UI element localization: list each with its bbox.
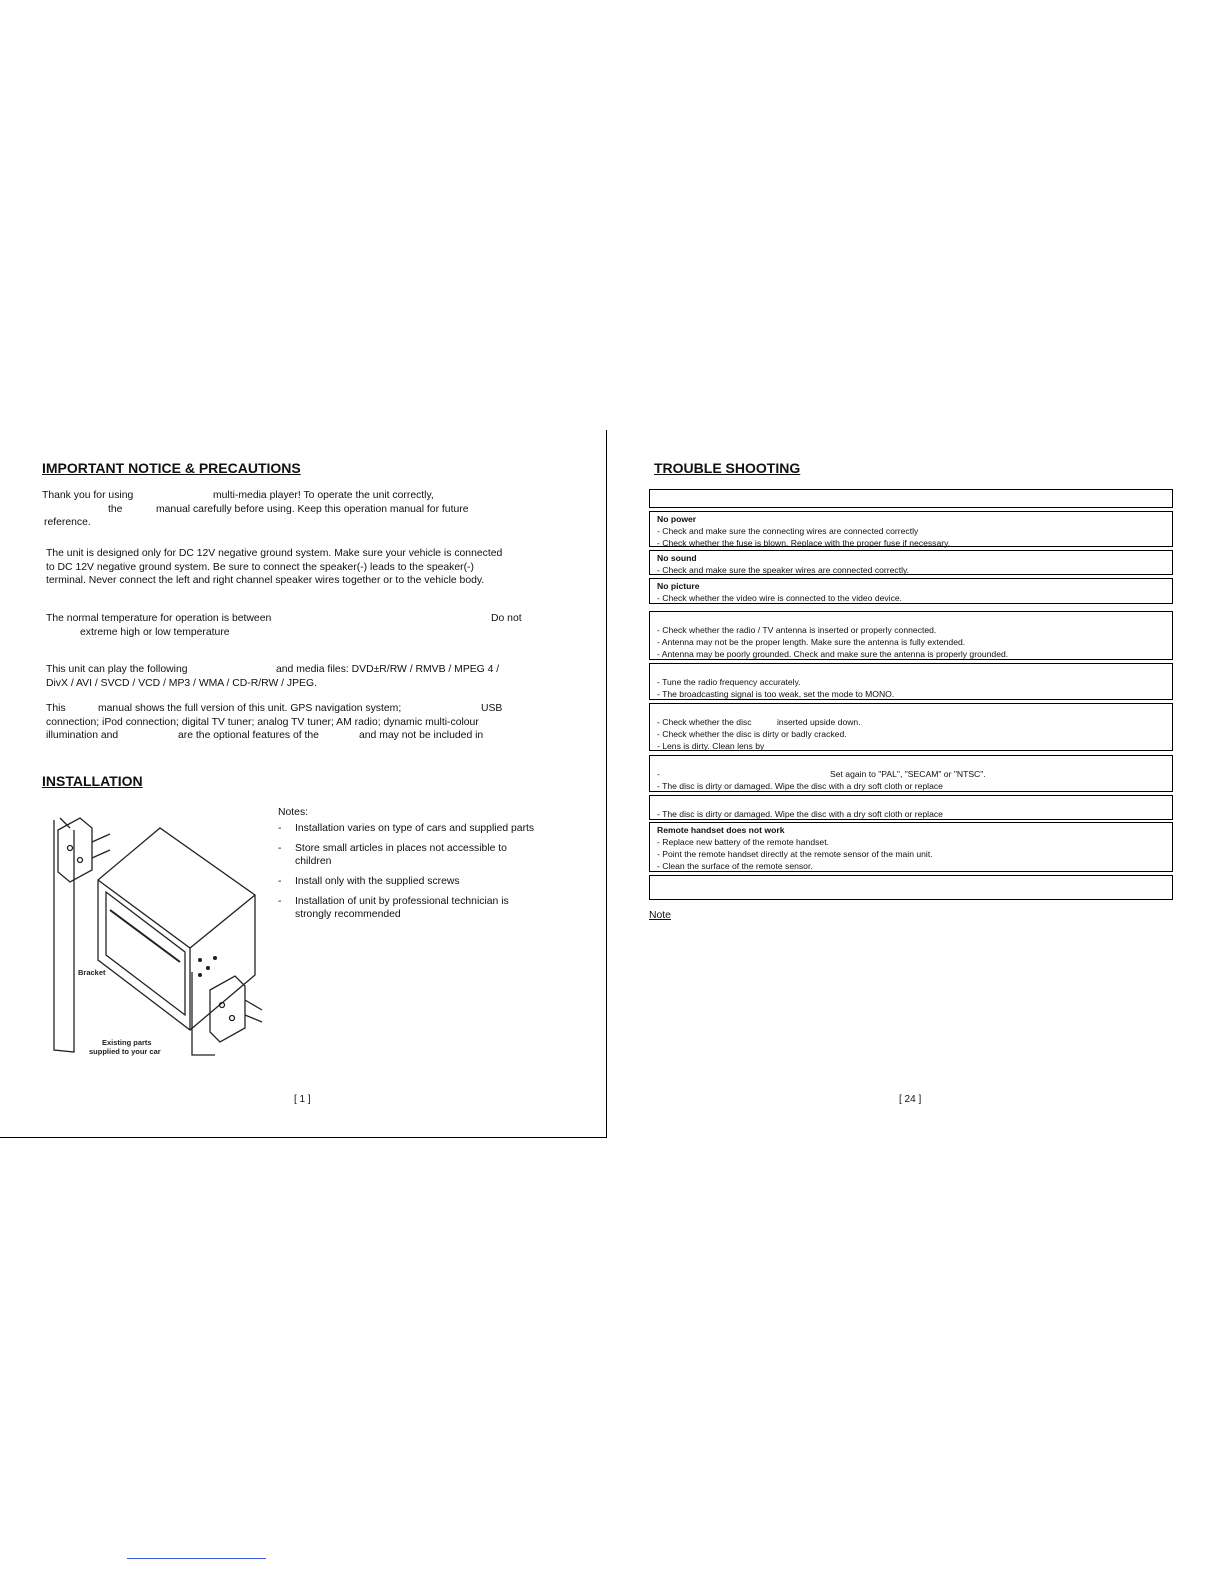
media-paragraph <box>46 663 546 690</box>
intro-line2a: the <box>108 503 123 515</box>
installation-diagram <box>40 800 265 1062</box>
troubleshooting-heading: TROUBLE SHOOTING <box>654 460 801 476</box>
intro-line3: reference. <box>44 517 91 529</box>
left-screws <box>92 834 110 858</box>
features-line1c: USB <box>481 703 503 714</box>
trouble-title: Remote handset does not work <box>657 825 785 835</box>
temperature-line1b: Do not <box>491 613 522 624</box>
existing-parts-label: Existing parts <box>102 1038 152 1047</box>
power-line: terminal. Never connect the left and right channel speaker wires together or to the vehicle body. <box>46 575 485 587</box>
right-screws <box>245 1000 262 1022</box>
features-line3a: illumination and <box>46 730 119 742</box>
existing-parts-label-2: supplied to your car <box>89 1047 161 1056</box>
temperature-line1a: The normal temperature for operation is between <box>46 613 272 624</box>
intro-line2b: manual carefully before using. Keep this operation manual for future <box>156 503 469 515</box>
trouble-title: No sound <box>657 553 697 563</box>
trouble-box-no-sound: No sound - Check and make sure the speaker wires are connected correctly. <box>649 550 1173 575</box>
media-line1b: and media files: DVD±R/RW / RMVB / MPEG 4 / <box>276 664 500 675</box>
power-line: The unit is designed only for DC 12V negative ground system. Make sure your vehicle is connected <box>46 548 503 559</box>
notice-heading: IMPORTANT NOTICE & PRECAUTIONS <box>42 460 301 476</box>
intro-paragraph <box>42 489 542 530</box>
left-frame-rail <box>54 820 74 1052</box>
footnote-rule <box>127 1558 266 1559</box>
page-divider-bottom <box>0 1137 607 1138</box>
features-paragraph <box>46 702 546 743</box>
trouble-box-system: - Set again to "PAL", "SECAM" or "NTSC". - The disc is dirty or damaged. Wipe the disc with a dry soft cloth or replace <box>649 755 1173 792</box>
unit-body <box>98 828 255 1030</box>
trouble-box-remote: Remote handset does not work - Replace new battery of the remote handset. - Point the remote handset directly at the remote sensor of the main unit. - Clean the surface of the remote sensor. <box>649 822 1173 872</box>
power-paragraph <box>46 547 556 588</box>
trouble-box-empty <box>649 875 1173 900</box>
trouble-box-no-power: No power - Check and make sure the connecting wires are connected correctly - Check whether the fuse is blown. Replace with the proper fuse if necessary. <box>649 511 1173 547</box>
notes-list <box>278 822 536 928</box>
trouble-box-skip: - The disc is dirty or damaged. Wipe the disc with a dry soft cloth or replace <box>649 795 1173 820</box>
right-frame-rail <box>192 972 215 1055</box>
trouble-box-antenna: - Check whether the radio / TV antenna is inserted or properly connected. - Antenna may not be the proper length. Make sure the antenna is fully extended. - Antenna may be poorly grounded. Check and make sure the antenna is properly grounded. <box>649 611 1173 660</box>
features-line3b: are the optional features of the <box>178 730 319 742</box>
media-line1a: This unit can play the following <box>46 664 188 675</box>
page-divider-vertical <box>606 430 607 1138</box>
media-line2: DivX / AVI / SVCD / VCD / MP3 / WMA / CD-R/RW / JPEG. <box>46 677 317 689</box>
note-item: - Install only with the supplied screws <box>278 876 460 887</box>
trouble-box-radio: - Tune the radio frequency accurately. - The broadcasting signal is too weak, set the mode to MONO. <box>649 663 1173 700</box>
features-line1b: manual shows the full version of this unit. GPS navigation system; <box>98 703 402 714</box>
note-item: - Installation varies on type of cars and supplied parts <box>278 823 535 834</box>
intro-line1b: multi-media player! To operate the unit correctly, <box>213 490 434 501</box>
trouble-title: No picture <box>657 581 700 591</box>
troubleshooting-header-box <box>649 489 1173 508</box>
intro-line1a: Thank you for using <box>42 490 134 501</box>
power-line: to DC 12V negative ground system. Be sure to connect the speaker(-) leads to the speaker(-) <box>46 561 474 573</box>
note-item: - Installation of unit by professional technician is strongly recommended <box>278 896 509 920</box>
trouble-box-disc: - Check whether the disc inserted upside down. - Check whether the disc is dirty or badly cracked. - Lens is dirty. Clean lens by <box>649 703 1173 751</box>
installation-heading: INSTALLATION <box>42 773 143 789</box>
features-line2: connection; iPod connection; digital TV tuner; analog TV tuner; AM radio; dynamic multi-colour <box>46 716 479 728</box>
temperature-line2: extreme high or low temperature <box>80 626 230 638</box>
temperature-paragraph <box>46 612 536 639</box>
trouble-title: No power <box>657 514 697 524</box>
disc-slot <box>110 910 180 962</box>
bracket-label: Bracket <box>78 968 106 977</box>
trouble-box-no-picture: No picture - Check whether the video wire is connected to the video device. <box>649 578 1173 604</box>
page-number-left: [ 1 ] <box>294 1094 311 1105</box>
left-bracket-plate <box>58 818 92 882</box>
notes-title: Notes: <box>278 807 309 818</box>
features-line1a: This <box>46 703 66 714</box>
page-number-right: [ 24 ] <box>899 1094 922 1105</box>
note-item: - Store small articles in places not accessible to children <box>278 843 507 867</box>
features-line3c: and may not be included in <box>359 730 484 742</box>
note-label: Note <box>649 910 671 921</box>
